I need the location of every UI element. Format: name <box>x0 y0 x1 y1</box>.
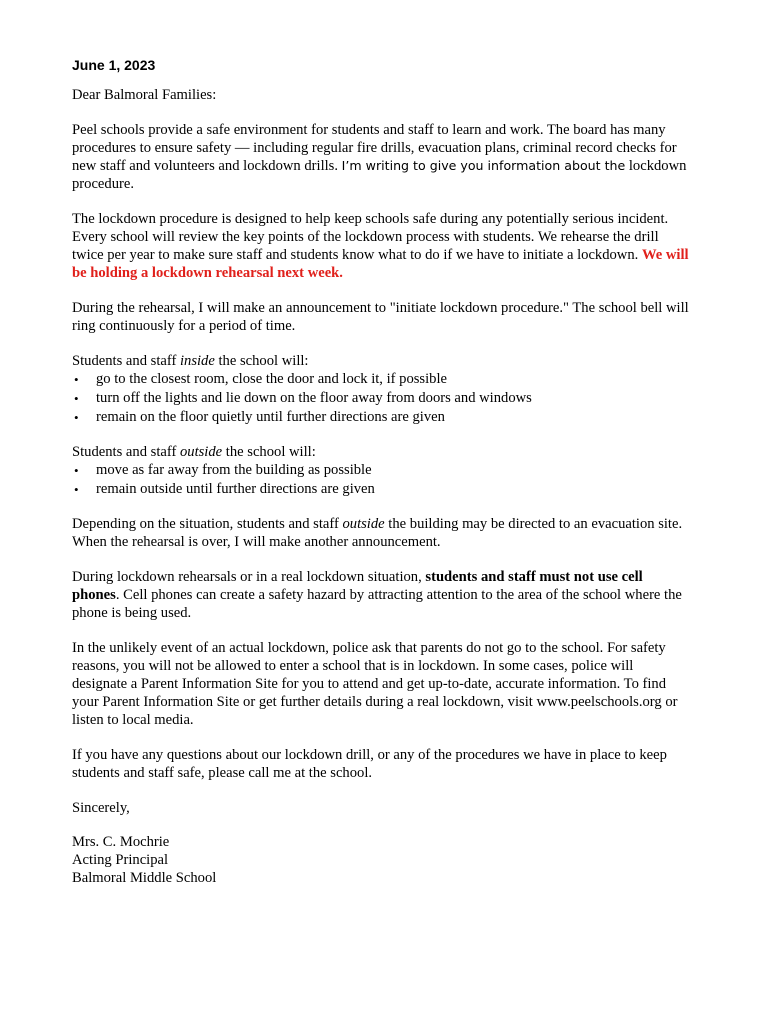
paragraph-actual-lockdown: In the unlikely event of an actual lockdown, police ask that parents do not go to the school. For safety reasons, you will not be allowed to enter a school that is in lockdown. In some cases, police will designate a Parent Information Site for you to attend and get up-to-date, accurate information. To find your Parent Information Site or get further details during a real lockdown, visit www.peelschools.org or listen to local media. <box>72 640 678 728</box>
bullet-icon: • <box>74 482 79 497</box>
inside-heading-pre: Students and staff <box>72 353 180 369</box>
rehearsal-notice: We will be holding a lockdown rehearsal next week. <box>72 247 689 281</box>
paragraph-evacuation <box>72 515 692 551</box>
signature-title: Acting Principal <box>72 852 169 868</box>
list-item <box>72 408 692 427</box>
evacuation-em: outside <box>342 516 385 532</box>
cell-phones-post: . Cell phones can create a safety hazard by attracting attention to the area of the school where the phone is being used. <box>72 587 682 621</box>
letter-date: June 1, 2023 <box>72 57 156 73</box>
bullet-icon: • <box>74 463 79 478</box>
paragraph-cell-phones <box>72 568 692 622</box>
list-item-text: remain outside until further directions are given <box>96 481 375 497</box>
procedure-text: The lockdown procedure is designed to help keep schools safe during any potentially serious incident. Every school will review the key points of the lockdown process with students. We rehearse the drill twice per year to make sure staff and students know what to do if we have to initiate a lockdown. <box>72 211 669 263</box>
signature-school: Balmoral Middle School <box>72 870 217 886</box>
list-item <box>72 461 692 480</box>
signature-block <box>72 833 692 887</box>
paragraph-rehearsal: During the rehearsal, I will make an announcement to "initiate lockdown procedure." The school bell will ring continuously for a period of time. <box>72 300 689 334</box>
list-item <box>72 480 692 499</box>
evacuation-post: the building may be directed to an evacuation site. When the rehearsal is over, I will make another announcement. <box>72 516 683 550</box>
evacuation-pre: Depending on the situation, students and staff <box>72 516 343 532</box>
inside-heading-post: the school will: <box>214 353 309 369</box>
outside-heading-em: outside <box>179 444 223 460</box>
signature-name: Mrs. C. Mochrie <box>72 834 170 850</box>
paragraph-intro <box>72 121 692 193</box>
outside-heading <box>72 443 692 461</box>
salutation: Dear Balmoral Families: <box>72 87 217 103</box>
intro-text-sans: I’m writing to give you information about the <box>341 158 626 173</box>
list-item-text: go to the closest room, close the door and lock it, if possible <box>96 371 447 387</box>
cell-phones-warning: students and staff must not use cell phones <box>72 569 643 603</box>
list-item <box>72 389 692 408</box>
inside-heading <box>72 352 692 370</box>
intro-text: Peel schools provide a safe environment for students and staff to learn and work. The board has many procedures to ensure safety — including regular fire drills, evacuation plans, criminal record checks for new staff and volunteers and lockdown drills. <box>72 122 677 174</box>
list-item-text: turn off the lights and lie down on the floor away from doors and windows <box>96 390 532 406</box>
bullet-icon: • <box>74 372 79 387</box>
letter-body <box>72 56 692 887</box>
cell-phones-pre: During lockdown rehearsals or in a real lockdown situation, <box>72 569 426 585</box>
intro-text-end: lockdown procedure. <box>72 158 687 192</box>
paragraph-lockdown-procedure <box>72 210 692 282</box>
closing: Sincerely, <box>72 800 130 816</box>
list-item <box>72 370 692 389</box>
bullet-icon: • <box>74 410 79 425</box>
bullet-icon: • <box>74 391 79 406</box>
outside-heading-post: the school will: <box>222 444 316 460</box>
outside-list <box>72 461 692 499</box>
inside-list <box>72 370 692 427</box>
list-item-text: remain on the floor quietly until further directions are given <box>96 409 445 425</box>
paragraph-questions: If you have any questions about our lockdown drill, or any of the procedures we have in place to keep students and staff safe, please call me at the school. <box>72 747 667 781</box>
outside-heading-pre: Students and staff <box>72 444 180 460</box>
list-item-text: move as far away from the building as possible <box>96 462 372 478</box>
inside-heading-em: inside <box>179 353 215 369</box>
